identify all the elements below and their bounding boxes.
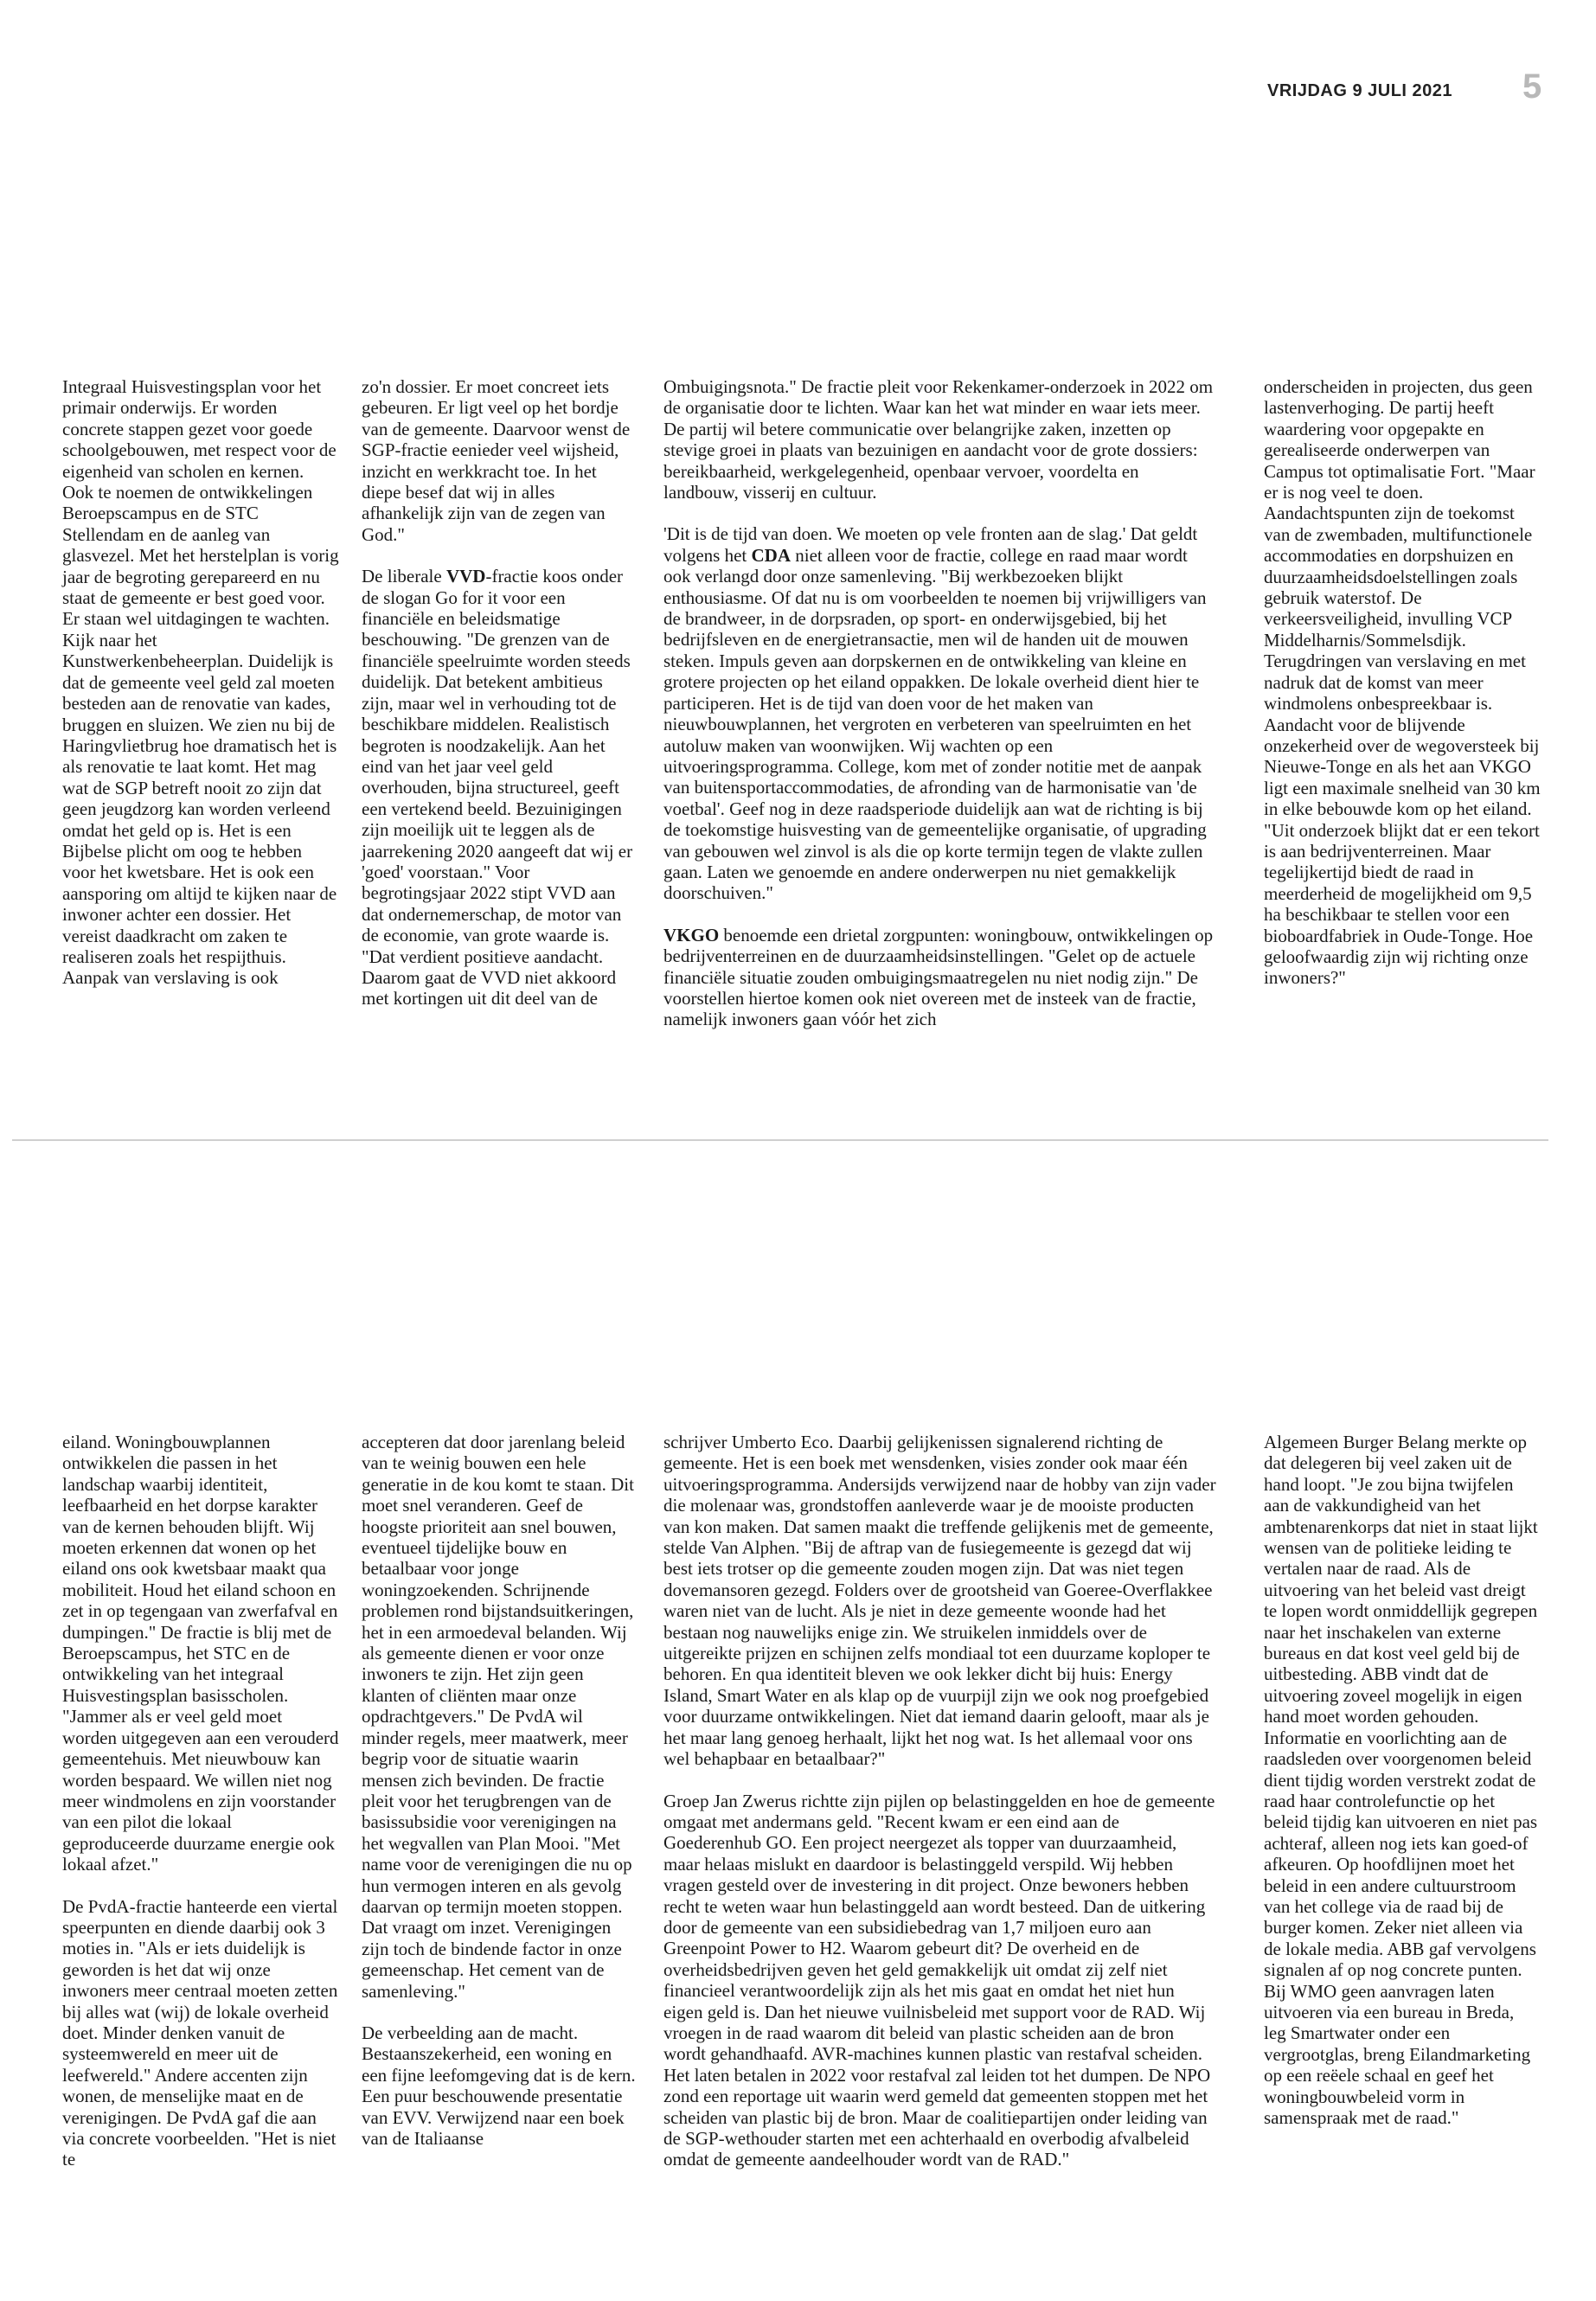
top-column-4 xyxy=(1264,376,1541,989)
party-name: CDA xyxy=(751,544,791,566)
paragraph: Algemeen Burger Belang merkte op dat delegeren bij veel zaken uit de hand loopt. "Je zou bijna twijfelen aan de vakkundigheid van het ambtenarenkorps dat niet in staat lijkt wensen van de politieke leiding te vertalen naar de raad. Als de uitvoering van het beleid vast dreigt te lopen wordt onmiddellijk gegrepen naar het inschakelen van externe bureaus en dat kost veel geld bij de uitbesteding. ABB vindt dat de uitvoering zoveel mogelijk in eigen hand moet worden gehouden. Informatie en voorlichting aan de raadsleden over voorgenomen beleid dient tijdig worden verstrekt zodat de raad haar controlefunctie op het beleid tijdig kan uitvoeren en niet pas achteraf, alleen nog iets kan goed-of afkeuren. Op hoofdlijnen moet het beleid in een andere cultuurstroom van het college via de raad bij de burger komen. Zeker niet alleen via de lokale media. ABB gaf vervolgens signalen af op nog concrete punten. Bij WMO geen aanvragen laten uitvoeren via een bureau in Breda, leg Smartwater onder een vergrootglas, breng Eilandmarketing op een reëele schaal en geef het woningbouwbeleid vorm in samenspraak met de raad." xyxy=(1264,1432,1538,2128)
paragraph: De verbeelding aan de macht. Bestaanszekerheid, een woning en een fijne leefomgeving dat is de kern. Een puur beschouwende presentatie van EVV. Verwijzend naar een boek van de Italiaanse xyxy=(362,2022,636,2149)
bottom-column-1 xyxy=(62,1432,339,2170)
paragraph: De PvdA-fractie hanteerde een viertal speerpunten en diende daarbij ook 3 moties in. "Als er iets duidelijk is geworden is het dat wij onze inwoners meer centraal moeten zetten bij alles wat (wij) de lokale overheid doet. Minder denken vanuit de systeemwereld en meer uit de leefwereld." Andere accenten zijn wonen, de menselijke maat en de verenigingen. De PvdA gaf die aan via concrete voorbeelden. "Het is niet te xyxy=(62,1895,338,2170)
bottom-column-3 xyxy=(663,1432,1217,2170)
section-divider xyxy=(12,1139,1548,1141)
paragraph: schrijver Umberto Eco. Daarbij gelijkenissen signalerend richting de gemeente. Het is een boek met wensdenken, visies zonder ook maar één uitvoeringsprogramma. Andersijds verwijzend naar de hobby van zijn vader die molenaar was, grondstoffen aanleverde waar je de mooiste producten van kon maken. Dat samen maakt die treffende gelijkenis met de gemeente, stelde Van Alphen. "Bij de aftrap van de fusiegemeente is gezegd dat wij best iets trotser op die gemeente zouden mogen zijn. Dat was niet tegen dovemansoren gezegd. Folders over de grootsheid van Goeree-Overflakkee waren niet van de lucht. Als je niet in deze gemeente woonde had het bestaan nog nauwelijks enige zin. We struikelen inmiddels over de uitgereikte prijzen en schijnen zelfs mondiaal tot een duurzame koploper te behoren. En qua identiteit bleven we ook lekker dicht bij huis: Energy Island, Smart Water en als klap op de vuurpijl zijn we ook nog proefgebied voor duurzame ontwikkelingen. Niet dat iemand daarin gelooft, maar als je het maar lang genoeg herhaalt, lijkt het nog wat. Is het allemaal voor ons wel behapbaar en betaalbaar?" xyxy=(663,1432,1216,1770)
paragraph: eiland. Woningbouwplannen ontwikkelen die passen in het landschap waarbij identiteit, leefbaarheid en het dorpse karakter van de kernen behouden blijft. Wij moeten erkennen dat wonen op het eiland ons ook kwetsbaar maakt qua mobiliteit. Houd het eiland schoon en zet in op tegengaan van zwerfafval en dumpingen." De fractie is blij met de Beroepscampus, het STC en de ontwikkeling van het integraal Huisvestingsplan basisscholen. "Jammer als er veel geld moet worden uitgegeven aan een verouderd gemeentehuis. Met nieuwbouw kan worden bespaard. We willen niet nog meer windmolens en zijn voorstander van een pilot die lokaal geproduceerde duurzame energie ook lokaal afzet." xyxy=(62,1432,339,1875)
paragraph: onderscheiden in projecten, dus geen lastenverhoging. De partij heeft waardering voor opgepakte en gerealiseerde onderwerpen van Campus tot optimalisatie Fort. "Maar er is nog veel te doen. Aandachtspunten zijn de toekomst van de zwembaden, multifunctionele accommodaties en dorpshuizen en duurzaamheidsdoelstellingen zoals gebruik waterstof. De verkeersveiligheid, invulling VCP Middelharnis/Sommelsdijk. Terugdringen van verslaving en met nadruk dat de komst van meer windmolens onbespreekbaar is. Aandacht voor de blijvende onzekerheid over de wegoversteek bij Nieuwe-Tonge en als het aan VKGO ligt een maximale snelheid van 30 km in elke bebouwde kom op het eiland. "Uit onderzoek blijkt dat er een tekort is aan bedrijventerreinen. Maar tegelijkertijd biedt de raad in meerderheid de mogelijkheid om 9,5 ha beschikbaar te stellen voor een bioboardfabriek in Oude-Tonge. Hoe geloofwaardig zijn wij richting onze inwoners?" xyxy=(1264,376,1541,989)
paragraph: VKGO benoemde een drietal zorgpunten: woningbouw, ontwikkelingen op bedrijventerreinen en de duurzaamheidsinstellingen. "Gelet op de actuele financiële situatie zouden ombuigingsmaatregelen nu niet nodig zijn." De voorstellen hiertoe komen ook niet overeen met de insteek van de fractie, namelijk inwoners gaan vóór het zich xyxy=(663,924,1214,1030)
paragraph: zo'n dossier. Er moet concreet iets gebeuren. Er ligt veel op het bordje van de gemeente. Daarvoor wenst de SGP-fractie eenieder veel wijsheid, inzicht en werkkracht toe. In het diepe besef dat wij in alles afhankelijk zijn van de zegen van God." xyxy=(362,376,631,545)
paragraph: 'Dit is de tijd van doen. We moeten op vele fronten aan de slag.' Dat geldt volgens het CDA niet alleen voor de fractie, college en raad maar wordt ook verlangd door onze samenleving. "Bij werkbezoeken blijkt enthousiasme. Of dat nu is om voorbeelden te noemen bij vrijwilligers van de brandweer, in de dorpsraden, op sport- en onderwijsgebied, bij het bedrijfsleven en de energietransactie, men wil de handen uit de mouwen steken. Impuls geven aan dorpskernen en de ontwikkeling van kleine en grotere projecten op het eiland oppakken. De lokale overheid dient hier te participeren. Het is de tijd van doen voor de het maken van nieuwbouwplannen, het vergroten en verbeteren van speelruimten en het autoluw maken van woonwijken. Wij wachten op een uitvoeringsprogramma. College, kom met of zonder notitie met de aanpak van buitensportaccommodaties, de afronding van de harmonisatie van 'de voetbal'. Geef nog in deze raadsperiode duidelijk aan wat de richting is bij de toekomstige huisvesting van de gemeentelijke organisatie, of upgrading van gebouwen wel zinvol is als die op korte termijn tegen de vlakte zullen gaan. Laten we genoemde en andere onderwerpen nu niet gemakkelijk doorschuiven." xyxy=(663,523,1207,904)
party-name: VVD xyxy=(445,566,486,587)
top-column-3 xyxy=(663,376,1217,1030)
paragraph: Groep Jan Zwerus richtte zijn pijlen op belastinggelden en hoe de gemeente omgaat met andermans geld. "Recent kwam er een eind aan de Goederenhub GO. Een project neergezet als topper van duurzaamheid, maar helaas mislukt en daardoor is belastinggeld verspild. Wij hebben vragen gesteld over de investering in dit project. Onze bewoners hebben recht te weten waar hun belastinggeld aan wordt besteed. Dan de uitkering door de gemeente van een subsidiebedrag van 1,7 miljoen euro aan Greenpoint Power to H2. Waarom gebeurt dit? De overheid en de overheidsbedrijven geven het geld gemakkelijk uit omdat zij zelf niet financieel verantwoordelijk zijn als het mis gaat en omdat het niet hun eigen geld is. Dan het nieuwe vuilnisbeleid met support voor de RAD. Wij vroegen in de raad waarom dit beleid van plastic scheiden aan de bron wordt gehandhaafd. AVR-machines kunnen plastic van restafval scheiden. Het laten betalen in 2022 voor restafval zal leiden tot het dumpen. De NPO zond een reportage uit waarin werd gemeld dat gemeenten stoppen met het scheiden van plastic bij de bron. Maar de coalitiepartijen onder leiding van de SGP-wethouder starten met een achterhaald en overbodig afvalbeleid omdat de gemeente aandeelhouder wordt van de RAD." xyxy=(663,1790,1215,2170)
bottom-column-4 xyxy=(1264,1432,1541,2128)
paragraph: De liberale VVD-fractie koos onder de slogan Go for it voor een financiële en beleidsmatige beschouwing. "De grenzen van de financiële speelruimte worden steeds duidelijk. Dat betekent ambitieus zijn, maar wel in verhouding tot de beschikbare middelen. Realistisch begroten is noodzakelijk. Aan het eind van het jaar veel geld overhouden, bijna structureel, geeft een vertekend beeld. Bezuinigingen zijn moeilijk uit te leggen als de jaarrekening 2020 aangeeft dat wij er 'goed' voorstaan." Voor begrotingsjaar 2022 stipt VVD aan dat ondernemerschap, de motor van de economie, van grote waarde is. "Dat verdient positieve aandacht. Daarom gaat de VVD niet akkoord met kortingen uit dit deel van de xyxy=(362,566,633,1009)
top-column-2 xyxy=(362,376,637,1009)
page-number: 5 xyxy=(1522,67,1542,106)
issue-date: VRIJDAG 9 JULI 2021 xyxy=(1267,81,1453,100)
paragraph: accepteren dat door jarenlang beleid van te weinig bouwen een hele generatie in de kou komt te staan. Dit moet snel veranderen. Geef de hoogste prioriteit aan snel bouwen, eventueel tijdelijke bouw en betaalbaar voor jonge woningzoekenden. Schrijnende problemen rond bijstandsuitkeringen, het in een armoedeval belanden. Wij als gemeente dienen er voor onze inwoners te zijn. Het zijn geen klanten of cliënten maar onze opdrachtgevers." De PvdA wil minder regels, meer maatwerk, meer begrip voor de situatie waarin mensen zich bevinden. De fractie pleit voor het terugbrengen van de basissubsidie voor verenigingen na het wegvallen van Plan Mooi. "Met name voor de verenigingen die nu op hun vermogen interen en als gevolg daarvan op termijn moeten stoppen. Dat vraagt om inzet. Verenigingen zijn toch de bindende factor in onze gemeenschap. Het cement van de samenleving." xyxy=(362,1432,634,2002)
bottom-column-2 xyxy=(362,1432,637,2149)
top-column-1 xyxy=(62,376,339,989)
party-name: VKGO xyxy=(663,924,720,945)
paragraph: Integraal Huisvestingsplan voor het primair onderwijs. Er worden concrete stappen gezet voor goede schoolgebouwen, met respect voor de eigenheid van scholen en kernen. Ook te noemen de ontwikkelingen Beroepscampus en de STC Stellendam en de aanleg van glasvezel. Met het herstelplan is vorig jaar de begroting gerepareerd en nu staat de gemeente er best goed voor. Er staan wel uitdagingen te wachten. Kijk naar het Kunstwerkenbeheerplan. Duidelijk is dat de gemeente veel geld zal moeten besteden aan de renovatie van kades, bruggen en sluizen. We zien nu bij de Haringvlietbrug hoe dramatisch het is als renovatie te laat komt. Het mag wat de SGP betreft nooit zo zijn dat geen jeugdzorg kan worden verleend omdat het geld op is. Het is een Bijbelse plicht om oog te hebben voor het kwetsbare. Het is ook een aansporing om altijd te kijken naar de inwoner achter een dossier. Het vereist daadkracht om zaken te realiseren zoals het respijthuis. Aanpak van verslaving is ook xyxy=(62,376,339,989)
paragraph: Ombuigingsnota." De fractie pleit voor Rekenkamer-onderzoek in 2022 om de organisatie door te lichten. Waar kan het wat minder en waar iets meer. De partij wil betere communicatie over belangrijke zaken, inzetten op stevige groei in plaats van bezuinigen en aandacht voor de grote dossiers: bereikbaarheid, werkgelegenheid, openbaar vervoer, voordelta en landbouw, visserij en cultuur. xyxy=(663,376,1214,503)
